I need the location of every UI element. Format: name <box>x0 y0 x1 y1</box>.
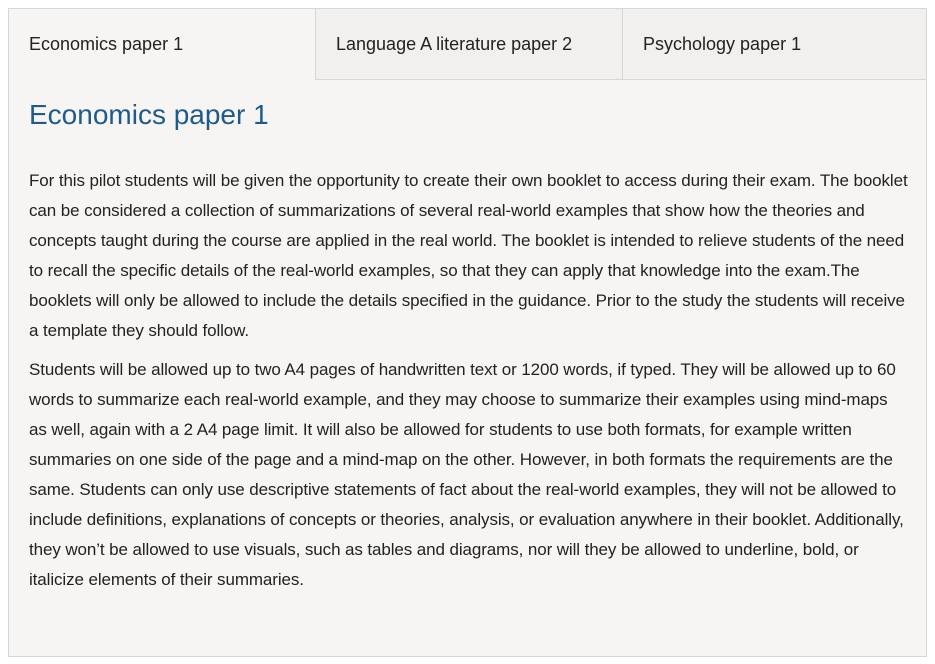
tab-language-a-literature-paper-2[interactable]: Language A literature paper 2 <box>315 9 622 80</box>
tab-economics-paper-1[interactable]: Economics paper 1 <box>9 9 315 80</box>
tab-psychology-paper-1[interactable]: Psychology paper 1 <box>622 9 926 80</box>
tab-content <box>29 97 909 595</box>
panel-title: Economics paper 1 <box>29 99 269 130</box>
tabs-panel <box>8 8 927 657</box>
tab-bar <box>9 9 926 80</box>
paragraph-booklet-intro: For this pilot students will be given the opportunity to create their own booklet to access during their exam. The booklet can be considered a collection of summarizations of several real-world examples that show how the theories and concepts taught during the course are applied in the real world. The booklet is intended to relieve students of the need to recall the specific details of the real-world examples, so that they can apply that knowledge into the exam.The booklets will only be allowed to include the details specified in the guidance. Prior to the study the students will receive a template they should follow. <box>29 171 908 340</box>
paragraph-booklet-rules: Students will be allowed up to two A4 pages of handwritten text or 1200 words, if typed. They will be allowed up to 60 words to summarize each real-world example, and they may choose to summarize their examples using mind-maps as well, again with a 2 A4 page limit. It will also be allowed for students to use both formats, for example written summaries on one side of the page and a mind-map on the other. However, in both formats the requirements are the same. Students can only use descriptive statements of fact about the real-world examples, they will not be allowed to include definitions, explanations of concepts or theories, analysis, or evaluation anywhere in their booklet. Additionally, they won’t be allowed to use visuals, such as tables and diagrams, nor will they be allowed to underline, bold, or italicize elements of their summaries. <box>29 360 904 589</box>
